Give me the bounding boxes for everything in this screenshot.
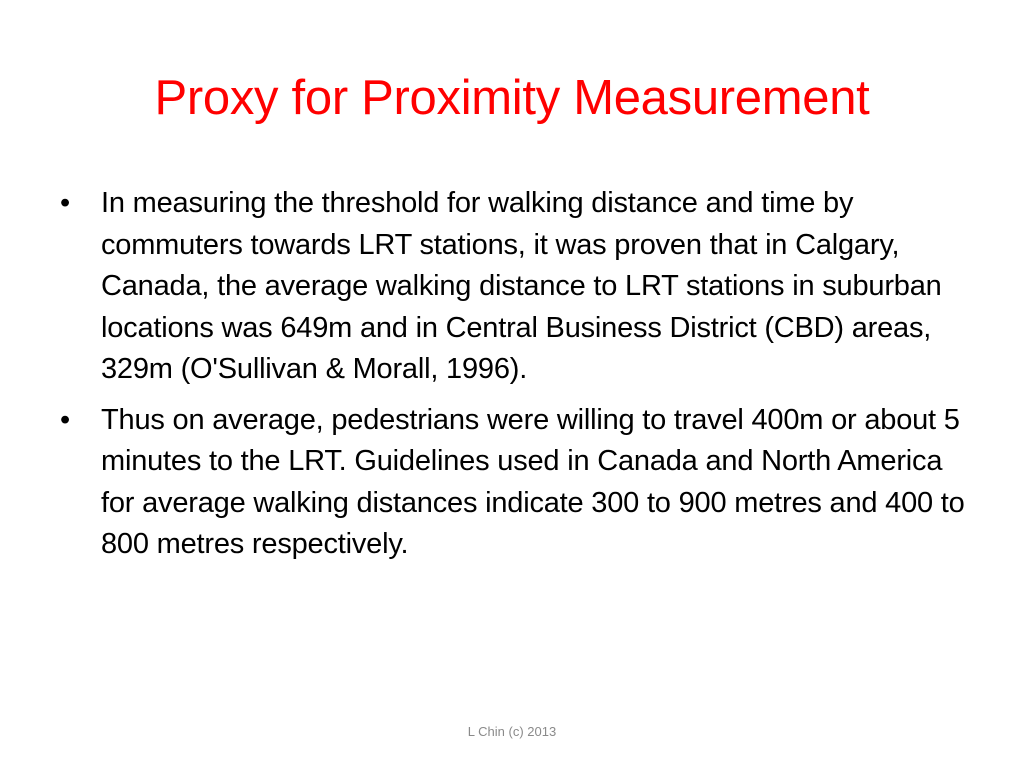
- bullet-text: In measuring the threshold for walking distance and time by commuters towards LRT stations, it was proven that in Calgary, Canada, the average walking distance to LRT stations in suburban locations was 649m and in Central Business District (CBD) areas, 329m (O'Sullivan & Morall, 1996).: [101, 187, 942, 385]
- bullet-item-guidelines: [60, 400, 965, 566]
- bullet-list: [60, 183, 965, 575]
- slide-title: Proxy for Proximity Measurement: [154, 71, 870, 125]
- bullet-dot-icon: •: [60, 187, 70, 219]
- slide-footer: L Chin (c) 2013: [467, 724, 557, 739]
- bullet-text: Thus on average, pedestrians were willing to travel 400m or about 5 minutes to the LRT. Guidelines used in Canada and North America for average walking distances indicate 300 to 900 metres and 400 to 800 metres respectively.: [101, 403, 965, 560]
- bullet-dot-icon: •: [60, 403, 70, 436]
- bullet-item-threshold: [60, 183, 965, 391]
